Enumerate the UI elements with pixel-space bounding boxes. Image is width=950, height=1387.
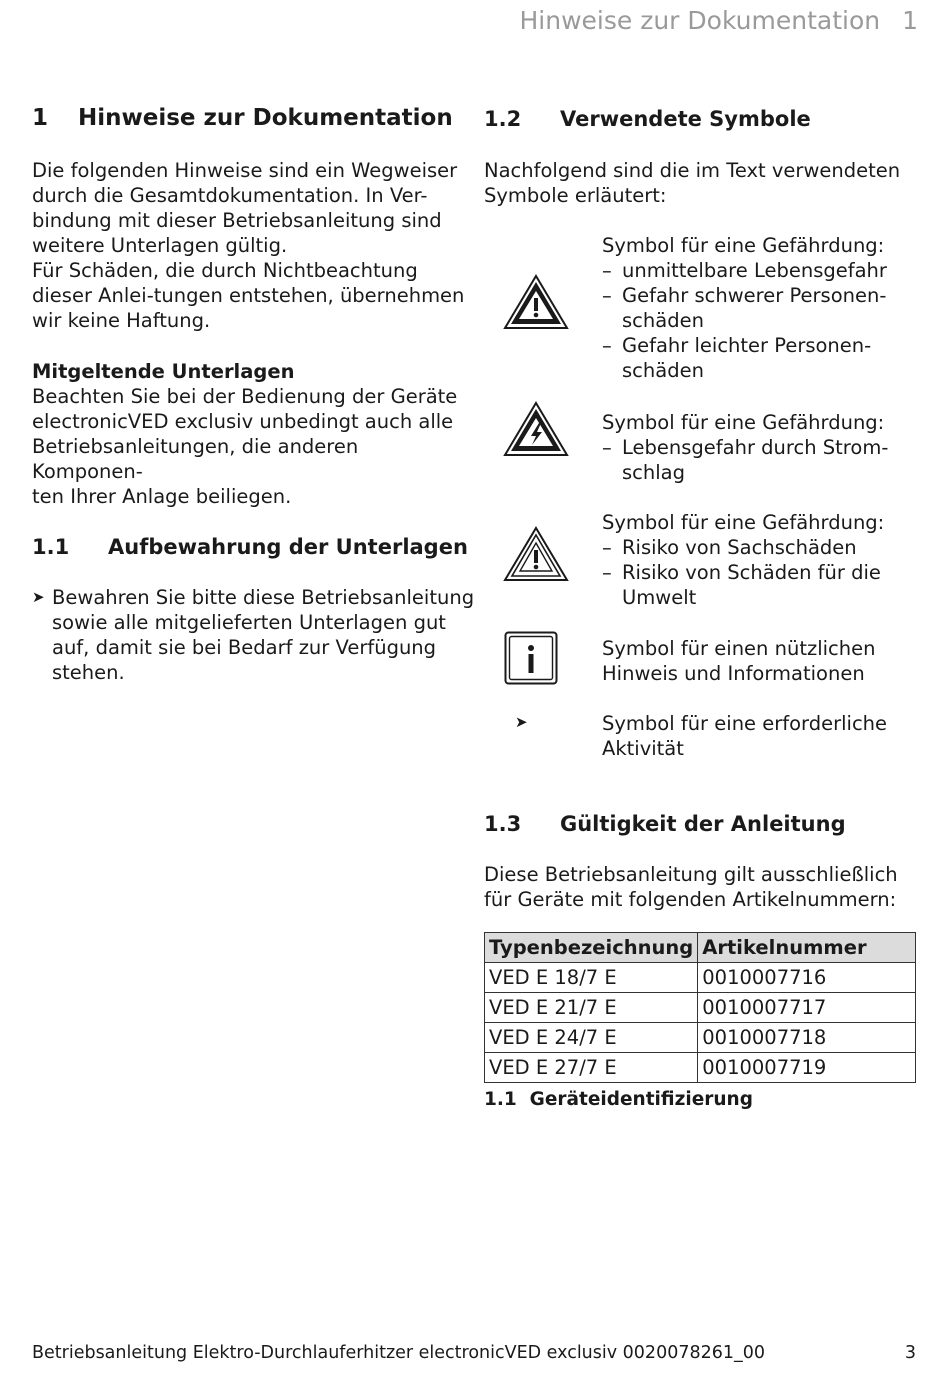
text-line: electronicVED exclusiv unbedingt auch alle xyxy=(32,410,454,433)
danger-warning-icon xyxy=(503,274,569,330)
text-line: ten Ihrer Anlage beiliegen. xyxy=(32,485,292,508)
text-line: dieser Anlei-tungen entstehen, übernehmen xyxy=(32,284,465,307)
text-line: weitere Unterlagen gültig. xyxy=(32,234,288,257)
caption-text: Geräteidentifizierung xyxy=(529,1089,753,1110)
text-line: sowie alle mitgelieferten Unterlagen gut xyxy=(52,611,446,634)
table-cell: 0010007718 xyxy=(698,1023,916,1053)
text-line: Bewahren Sie bitte diese Betriebsanleitung xyxy=(52,586,475,609)
table-header-row xyxy=(485,933,916,963)
text-line: Umwelt xyxy=(622,586,697,609)
running-header xyxy=(519,6,918,35)
text-line: Betriebsanleitungen, die anderen Komponen- xyxy=(32,435,359,483)
symbol-action-description xyxy=(602,711,902,761)
text-line: Risiko von Schäden für die xyxy=(622,561,881,584)
table-cell: 0010007717 xyxy=(698,993,916,1023)
text-line: Für Schäden, die durch Nichtbeachtung xyxy=(32,259,418,282)
table-cell: VED E 21/7 E xyxy=(485,993,698,1023)
text-line: Symbol für eine erforderliche xyxy=(602,712,888,735)
page-footer: Betriebsanleitung Elektro-Durchlauferhitzer electronicVED exclusiv 0020078261_00 xyxy=(32,1343,766,1363)
table-cell: VED E 27/7 E xyxy=(485,1053,698,1083)
section-title: Aufbewahrung der Unterlagen xyxy=(108,535,468,559)
electric-shock-icon xyxy=(503,401,569,457)
action-bullet xyxy=(32,585,492,685)
symbol-heading: Symbol für eine Gefährdung: xyxy=(602,511,885,534)
text-line: auf, damit sie bei Bedarf zur Verfügung xyxy=(52,636,437,659)
text-line: Symbole erläutert: xyxy=(484,184,667,207)
section-1-3-heading xyxy=(484,812,846,836)
section-number: 1.3 xyxy=(484,812,522,836)
text-line: schäden xyxy=(622,359,704,382)
caption-number: 1.1 xyxy=(484,1089,517,1110)
text-line: unmittelbare Lebensgefahr xyxy=(622,259,887,282)
list-item xyxy=(602,535,902,560)
text-line: schlag xyxy=(622,461,685,484)
section-number: 1.1 xyxy=(32,535,70,559)
symbol-heading: Symbol für eine Gefährdung: xyxy=(602,411,885,434)
dash-icon: – xyxy=(602,259,612,282)
text-line: schäden xyxy=(622,309,704,332)
column-header: Typenbezeichnung xyxy=(485,933,698,963)
related-documents xyxy=(32,359,472,509)
table-caption xyxy=(484,1089,753,1110)
table-row xyxy=(485,963,916,993)
table-row xyxy=(485,1023,916,1053)
table-cell: VED E 24/7 E xyxy=(485,1023,698,1053)
list-item xyxy=(602,333,902,383)
table-row xyxy=(485,1053,916,1083)
dash-icon: – xyxy=(602,536,612,559)
symbol-caution-description xyxy=(602,510,902,610)
text-line: Nachfolgend sind die im Text verwendeten xyxy=(484,159,901,182)
symbol-heading: Symbol für eine Gefährdung: xyxy=(602,234,885,257)
dash-icon: – xyxy=(602,436,612,459)
column-header: Artikelnummer xyxy=(698,933,916,963)
subheading: Mitgeltende Unterlagen xyxy=(32,360,295,383)
text-line: Aktivität xyxy=(602,737,684,760)
text-line: Lebensgefahr durch Strom- xyxy=(622,436,889,459)
text-line: wir keine Haftung. xyxy=(32,309,211,332)
dash-icon: – xyxy=(602,284,612,307)
table-cell: 0010007716 xyxy=(698,963,916,993)
text-line: Die folgenden Hinweise sind ein Wegweiser xyxy=(32,159,458,182)
text-line: für Geräte mit folgenden Artikelnummern: xyxy=(484,888,897,911)
text-line: stehen. xyxy=(52,661,125,684)
action-arrow-icon: ➤ xyxy=(32,588,45,606)
section-1-2-intro xyxy=(484,158,924,208)
running-header-title: Hinweise zur Dokumentation xyxy=(519,6,881,35)
action-arrow-icon: ➤ xyxy=(515,713,528,731)
text-line: Hinweis und Informationen xyxy=(602,662,865,685)
text-line: Gefahr leichter Personen- xyxy=(622,334,872,357)
section-title: Hinweise zur Dokumentation xyxy=(78,105,453,131)
section-1-2-heading xyxy=(484,107,811,131)
symbol-info-description xyxy=(602,636,902,686)
text-line: Symbol für einen nützlichen xyxy=(602,637,876,660)
table-row xyxy=(485,993,916,1023)
page-number: 3 xyxy=(904,1343,916,1363)
section-number: 1.2 xyxy=(484,107,522,131)
section-number: 1 xyxy=(32,105,49,131)
table-cell: VED E 18/7 E xyxy=(485,963,698,993)
caution-outline-icon xyxy=(503,526,569,582)
text-line: Risiko von Sachschäden xyxy=(622,536,857,559)
text-line: bindung mit dieser Betriebsanleitung sind xyxy=(32,209,442,232)
section-1-3-intro xyxy=(484,862,924,912)
list-item xyxy=(602,258,902,283)
list-item xyxy=(602,560,902,610)
symbol-danger-description xyxy=(602,233,902,383)
text-line: durch die Gesamtdokumentation. In Ver- xyxy=(32,184,428,207)
article-number-table xyxy=(484,932,916,1083)
list-item xyxy=(602,283,902,333)
section-1-heading xyxy=(32,105,453,131)
section-title: Gültigkeit der Anleitung xyxy=(560,812,846,836)
table-cell: 0010007719 xyxy=(698,1053,916,1083)
text-line: Gefahr schwerer Personen- xyxy=(622,284,887,307)
section-1-intro xyxy=(32,158,472,333)
text-line: Diese Betriebsanleitung gilt ausschließlich xyxy=(484,863,898,886)
section-title: Verwendete Symbole xyxy=(560,107,811,131)
info-icon xyxy=(504,631,558,685)
text-line: Beachten Sie bei der Bedienung der Geräte xyxy=(32,385,458,408)
dash-icon: – xyxy=(602,334,612,357)
section-1-1-heading xyxy=(32,535,468,559)
running-header-chapter: 1 xyxy=(902,6,918,35)
symbol-electric-description xyxy=(602,410,902,485)
dash-icon: – xyxy=(602,561,612,584)
list-item xyxy=(602,435,902,485)
